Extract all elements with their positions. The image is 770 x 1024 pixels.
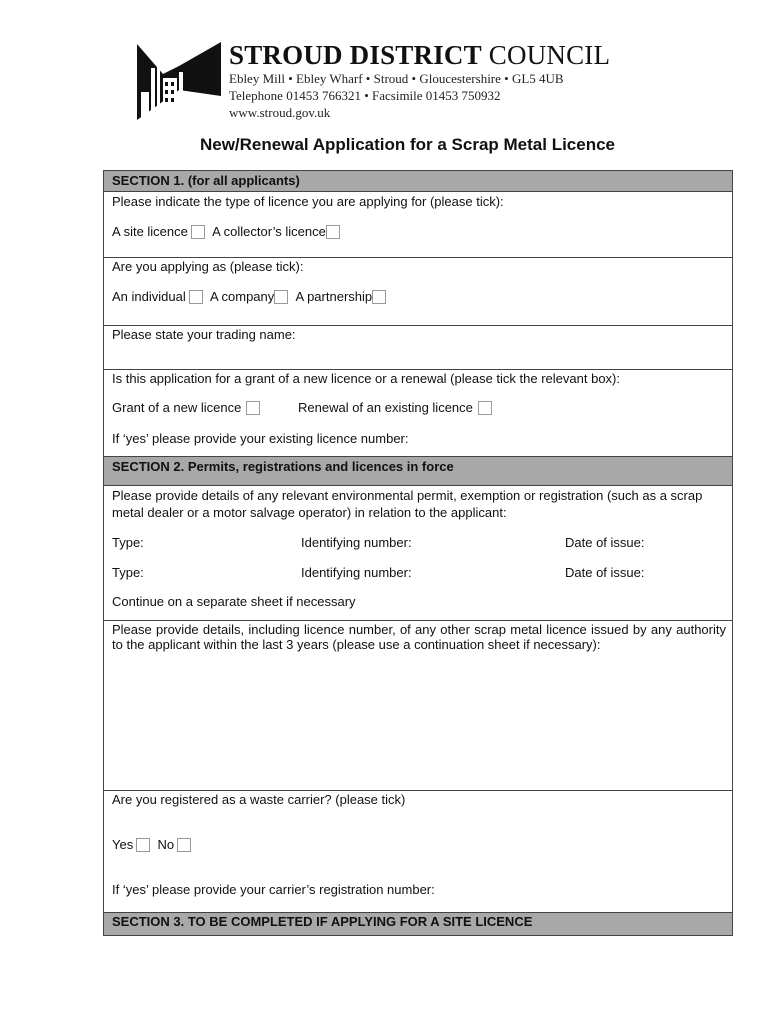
type-label: Type: [112, 565, 144, 580]
site-licence-label: A site licence [112, 224, 188, 239]
collector-licence-checkbox[interactable] [326, 225, 340, 239]
date-of-issue-label: Date of issue: [565, 565, 645, 580]
carrier-number-question: If ‘yes’ please provide your carrier’s registration number: [112, 882, 435, 897]
licence-type-question: Please indicate the type of licence you are applying for (please tick): [112, 194, 504, 209]
date-of-issue-label: Date of issue: [565, 535, 645, 550]
website-line[interactable]: www.stroud.gov.uk [229, 105, 331, 120]
section2-heading: SECTION 2. Permits, registrations and licences in force [104, 456, 732, 486]
grant-renewal-options [112, 400, 260, 416]
individual-checkbox[interactable] [189, 290, 203, 304]
telephone-line: Telephone 01453 766321 • Facsimile 01453 750932 [229, 88, 501, 103]
renewal-label: Renewal of an existing licence [298, 400, 473, 415]
no-checkbox[interactable] [177, 838, 191, 852]
renewal-checkbox[interactable] [478, 401, 492, 415]
type-label: Type: [112, 535, 144, 550]
council-name: STROUD DISTRICT COUNCIL [229, 40, 611, 70]
identifying-number-label: Identifying number: [301, 565, 412, 580]
divider [104, 257, 732, 258]
divider [104, 369, 732, 370]
council-logo [137, 42, 221, 120]
partnership-checkbox[interactable] [372, 290, 386, 304]
individual-label: An individual [112, 289, 186, 304]
trading-name-question: Please state your trading name: [112, 327, 296, 342]
application-form [103, 170, 733, 936]
divider [104, 620, 732, 621]
renewal-option [298, 400, 492, 416]
yes-checkbox[interactable] [136, 838, 150, 852]
form-title: New/Renewal Application for a Scrap Metal Licence [199, 135, 616, 154]
no-label: No [157, 837, 175, 852]
divider [104, 325, 732, 326]
partnership-label: A partnership [295, 289, 373, 304]
collector-licence-label: A collector’s licence [212, 224, 326, 239]
permit-question: Please provide details of any relevant environmental permit, exemption or registration (such as a scrap metal dealer or a motor salvage operator) in relation to the applicant: [112, 488, 703, 520]
grant-renewal-question: Is this application for a grant of a new licence or a renewal (please tick the relevant box): [112, 371, 620, 386]
continue-note: Continue on a separate sheet if necessary [112, 594, 356, 609]
section1-heading: SECTION 1. (for all applicants) [104, 171, 732, 192]
waste-carrier-question: Are you registered as a waste carrier? (please tick) [112, 792, 406, 807]
section3-heading: SECTION 3. TO BE COMPLETED IF APPLYING FOR A SITE LICENCE [104, 912, 732, 935]
site-licence-checkbox[interactable] [191, 225, 205, 239]
identifying-number-label: Identifying number: [301, 535, 412, 550]
licence-type-options [112, 224, 340, 240]
applying-as-options [112, 289, 386, 305]
waste-carrier-options [112, 837, 191, 853]
company-checkbox[interactable] [274, 290, 288, 304]
grant-new-label: Grant of a new licence [112, 400, 242, 415]
applying-as-question: Are you applying as (please tick): [112, 259, 304, 274]
divider [104, 790, 732, 791]
letterhead [137, 40, 657, 122]
company-label: A company [209, 289, 275, 304]
other-licence-question: Please provide details, including licence number, of any other scrap metal licence issued by any authority to the applicant within the last 3 years (please use a continuation sheet if necessary): [112, 622, 726, 652]
grant-new-checkbox[interactable] [246, 401, 260, 415]
existing-number-question: If ‘yes’ please provide your existing licence number: [112, 431, 409, 446]
address-line: Ebley Mill • Ebley Wharf • Stroud • Gloucestershire • GL5 4UB [229, 71, 564, 86]
yes-label: Yes [112, 837, 134, 852]
